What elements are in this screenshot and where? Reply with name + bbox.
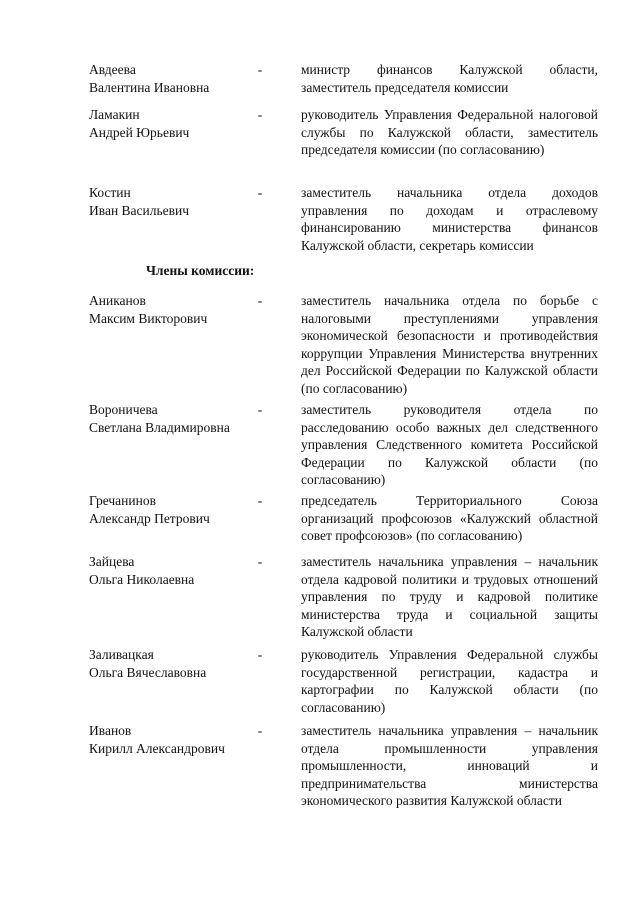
- separator-dash: -: [257, 293, 263, 308]
- separator-dash: -: [257, 493, 263, 508]
- person-name: [89, 106, 259, 141]
- person-surname: Вороничева: [89, 402, 158, 417]
- person-name: [89, 553, 259, 588]
- person-surname: Заливацкая: [89, 647, 154, 662]
- person-name: [89, 292, 259, 327]
- person-given-names: Кирилл Александрович: [89, 740, 225, 756]
- person-role: заместитель руководителя отдела по расследованию особо важных дел следственного управления Следственного комитета Российской Федерации по Калужской области (по согласованию): [301, 402, 598, 488]
- person-name: [89, 401, 259, 436]
- person-name: [89, 646, 259, 681]
- person-name: [89, 492, 259, 527]
- person-surname: Зайцева: [89, 554, 135, 569]
- person-role: руководитель Управления Федеральной службы государственной регистрации, кадастра и картографии по Калужской области (по согласованию): [301, 647, 598, 715]
- person-given-names: Ольга Николаевна: [89, 571, 195, 587]
- separator-dash: -: [257, 185, 263, 200]
- separator-dash: -: [257, 107, 263, 122]
- person-name: [89, 184, 259, 219]
- person-given-names: Светлана Владимировна: [89, 419, 230, 435]
- person-given-names: Валентина Ивановна: [89, 79, 210, 95]
- person-surname: Аниканов: [89, 293, 146, 308]
- person-surname: Иванов: [89, 723, 132, 738]
- person-role: заместитель начальника управления – начальник отдела промышленности управления промышленности, инноваций и предпринимательства министерства экономического развития Калужской области: [301, 723, 598, 809]
- person-surname: Костин: [89, 185, 131, 200]
- person-role: руководитель Управления Федеральной налоговой службы по Калужской области, заместитель председателя комиссии (по согласованию): [301, 107, 598, 158]
- separator-dash: -: [257, 554, 263, 569]
- separator-dash: -: [257, 62, 263, 77]
- person-role: заместитель начальника управления – начальник отдела кадровой политики и трудовых отношений управления по труду и кадровой политике министерства труда и социальной защиты Калужской области: [301, 554, 598, 640]
- person-given-names: Максим Викторович: [89, 310, 208, 326]
- separator-dash: -: [257, 402, 263, 417]
- person-role: председатель Территориального Союза организаций профсоюзов «Калужский областной совет профсоюзов» (по согласованию): [301, 493, 598, 544]
- person-surname: Ламакин: [89, 107, 140, 122]
- person-given-names: Иван Васильевич: [89, 202, 190, 218]
- person-surname: Авдеева: [89, 62, 136, 77]
- person-role: министр финансов Калужской области, заместитель председателя комиссии: [301, 62, 598, 95]
- person-name: [89, 722, 259, 757]
- members-heading: Члены комиссии:: [146, 263, 255, 278]
- person-given-names: Андрей Юрьевич: [89, 124, 190, 140]
- person-given-names: Ольга Вячеславовна: [89, 664, 207, 680]
- person-given-names: Александр Петрович: [89, 510, 210, 526]
- person-surname: Гречанинов: [89, 493, 156, 508]
- separator-dash: -: [257, 723, 263, 738]
- person-role: заместитель начальника отдела доходов управления по доходам и отраслевому финансированию министерства финансов Калужской области, секретарь комиссии: [301, 185, 598, 253]
- person-role: заместитель начальника отдела по борьбе с налоговыми преступлениями управления экономической безопасности и противодействия коррупции Управления Министерства внутренних дел Российской Федерации по Калужской области (по согласованию): [301, 293, 598, 396]
- separator-dash: -: [257, 647, 263, 662]
- person-name: [89, 61, 259, 96]
